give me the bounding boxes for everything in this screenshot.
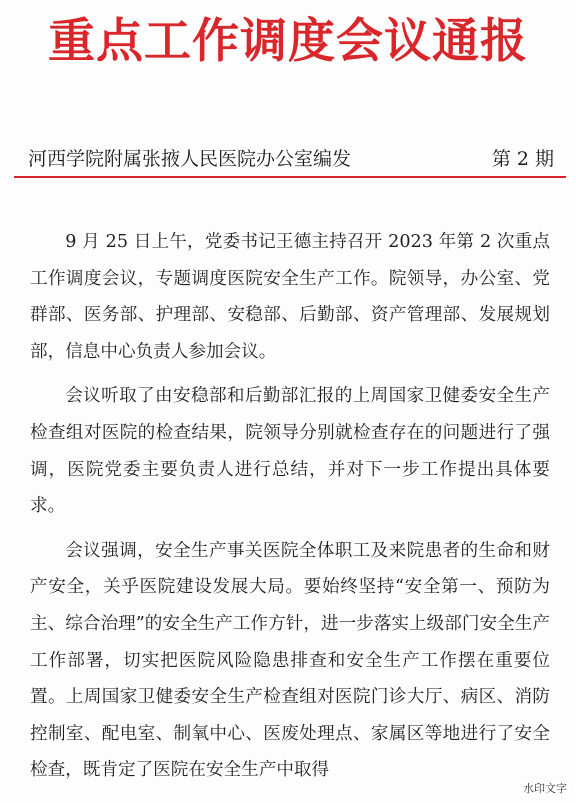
paragraph-1: 9 月 25 日上午，党委书记王德主持召开 2023 年第 2 次重点工作调度会议，专题调度医院安全生产工作。院领导，办公室、党群部、医务部、护理部、安稳部、后勤部、资产管理部、发展规划部，信息中心负责人参加会议。 bbox=[30, 232, 550, 362]
paragraph-3: 会议强调，安全生产事关医院全体职工及来院患者的生命和财产安全，关乎医院建设发展大局。要始终坚持“安全第一、预防为主、综合治理”的安全生产工作方针，进一步落实上级部门安全生产工作部署，切实把医院风险隐患排查和安全生产工作摆在重要位置。上周国家卫健委安全生产检查组对医院门诊大厅、病区、消防控制室、配电室、制氧中心、医废处理点、家属区等地进行了安全检查，既肯定了医院在安全生产中取得 bbox=[30, 540, 550, 781]
paragraph-2: 会议听取了由安稳部和后勤部汇报的上周国家卫健委安全生产检查组对医院的检查结果，院领导分别就检查存在的问题进行了强调，医院党委主要负责人进行总结，并对下一步工作提出具体要求。 bbox=[30, 386, 550, 517]
watermark-text: 水印文字 bbox=[520, 779, 570, 797]
masthead-title: 重点工作调度会议通报 bbox=[48, 14, 528, 69]
issue-number: 第 2 期 bbox=[491, 148, 554, 170]
masthead-red-rule bbox=[14, 176, 566, 178]
issuer-line: 河西学院附属张掖人民医院办公室编发 bbox=[28, 148, 352, 170]
document-body bbox=[30, 224, 550, 797]
